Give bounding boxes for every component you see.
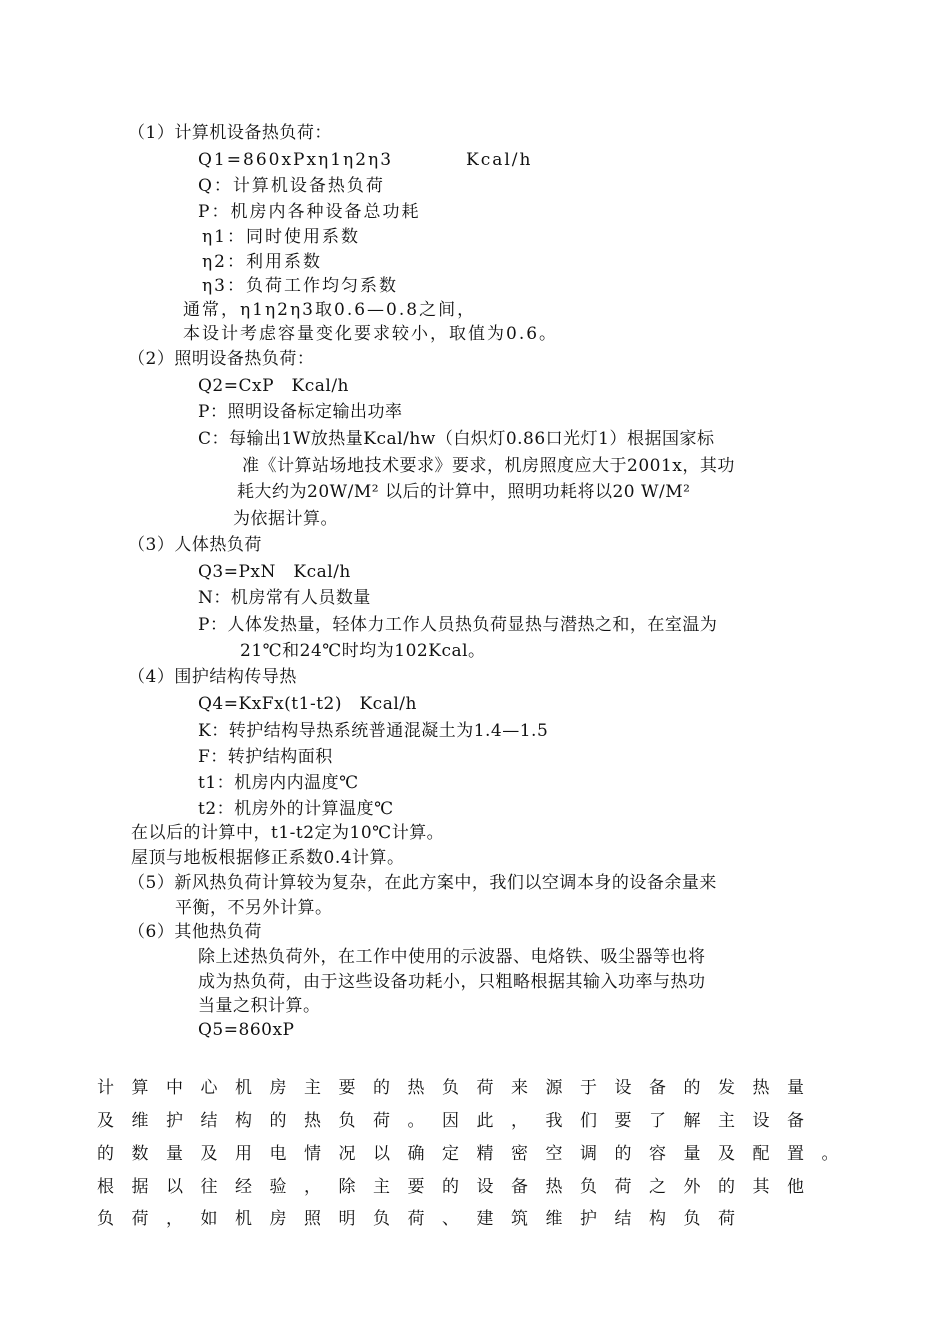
def-p: P：机房内各种设备总功耗 [198, 202, 421, 222]
note-t1-t2: 在以后的计算中，t1-t2定为10℃计算。 [131, 823, 445, 843]
section-1-heading: （1）计算机设备热负荷： [128, 123, 332, 143]
formula-q5: Q5=860xP [198, 1020, 295, 1040]
def-f: F：转护结构面积 [198, 747, 333, 767]
paragraph-line4: 根据以往经验，除主要的设备热负荷之外的其他 [97, 1177, 822, 1197]
section-6-line2: 成为热负荷，由于这些设备功耗小，只粗略根据其输入功率与热功 [198, 972, 706, 992]
paragraph-line2: 及维护结构的热负荷。因此，我们要了解主设备 [97, 1111, 822, 1131]
def-k: K：转护结构导热系统普通混凝土为1.4—1.5 [198, 721, 549, 741]
paragraph-line5: 负荷，如机房照明负荷、建筑维护结构负荷 [97, 1209, 753, 1229]
section-2-heading: （2）照明设备热负荷： [128, 349, 315, 369]
def-n: N：机房常有人员数量 [198, 588, 371, 608]
section-6-heading: （6）其他热负荷 [128, 922, 262, 942]
paragraph-line1: 计算中心机房主要的热负荷来源于设备的发热量 [97, 1078, 822, 1098]
formula-q4: Q4=KxFx(t1-t2) Kcal/h [198, 694, 417, 714]
note-design: 本设计考虑容量变化要求较小，取值为0.6。 [183, 324, 559, 344]
section-3-heading: （3）人体热负荷 [128, 535, 262, 555]
note-usual: 通常，η1η2η3取0.6—0.8之间， [183, 300, 477, 320]
def-eta1: η1：同时使用系数 [202, 227, 361, 247]
def-q: Q：计算机设备热负荷 [198, 176, 385, 196]
formula-q2: Q2=CxP Kcal/h [198, 376, 349, 396]
def-t2: t2：机房外的计算温度℃ [198, 799, 394, 819]
def-p-lighting: P：照明设备标定输出功率 [198, 402, 403, 422]
def-p-human-line1: P：人体发热量，轻体力工作人员热负荷显热与潜热之和，在室温为 [198, 615, 718, 635]
def-c-line2: 准《计算站场地技术要求》要求，机房照度应大于2001x，其功 [242, 456, 735, 476]
def-p-human-line2: 21℃和24℃时均为102Kcal。 [240, 641, 486, 661]
def-c-line4: 为依据计算。 [233, 509, 338, 529]
def-eta3: η3：负荷工作均匀系数 [202, 276, 399, 296]
section-5-line1: （5）新风热负荷计算较为复杂，在此方案中，我们以空调本身的设备余量来 [128, 873, 717, 893]
formula-q1: Q1=860xPxη1η2η3 [198, 150, 394, 170]
def-t1: t1：机房内内温度℃ [198, 773, 359, 793]
section-4-heading: （4）围护结构传导热 [128, 667, 297, 687]
def-eta2: η2：利用系数 [202, 252, 323, 272]
section-6-line3: 当量之积计算。 [198, 996, 321, 1016]
formula-q1-unit: Kcal/h [466, 150, 533, 170]
note-roof-floor: 屋顶与地板根据修正系数0.4计算。 [131, 848, 405, 868]
section-6-line1: 除上述热负荷外，在工作中使用的示波器、电烙铁、吸尘器等也将 [198, 947, 706, 967]
def-c-line3: 耗大约为20W/M² 以后的计算中，照明功耗将以20 W/M² [237, 482, 691, 502]
section-5-line2: 平衡，不另外计算。 [175, 898, 333, 918]
paragraph-line3: 的数量及用电情况以确定精密空调的容量及配置。 [97, 1144, 856, 1164]
formula-q3: Q3=PxN Kcal/h [198, 562, 351, 582]
def-c-line1: C：每输出1W放热量Kcal/hw（白炽灯0.86口光灯1）根据国家标 [198, 429, 715, 449]
